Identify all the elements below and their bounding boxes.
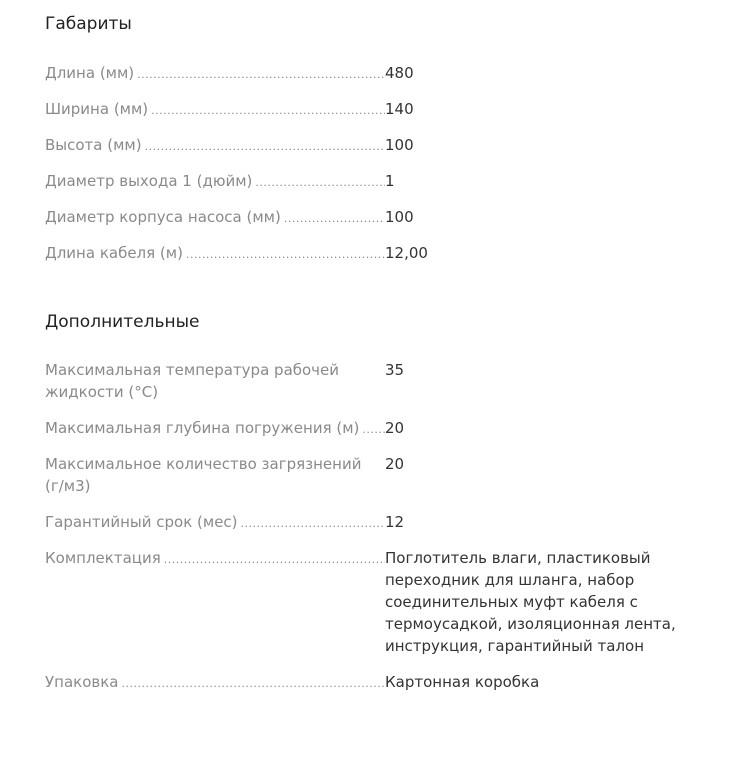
spec-label: Длина (мм) ..... (45, 62, 385, 86)
spec-label: Комплектация ..... (45, 547, 385, 571)
spec-value: 20 (385, 419, 405, 437)
spec-label: Ширина (мм) ..... (45, 98, 385, 122)
spec-value: 140 (385, 100, 414, 118)
spec-label: Диаметр выхода 1 (дюйм) ..... (45, 170, 385, 194)
additional-section (45, 311, 705, 333)
spec-value: 100 (385, 208, 414, 226)
spec-label: Высота (мм) ..... (45, 134, 385, 158)
spec-value: 480 (385, 64, 414, 82)
spec-label: Гарантийный срок (мес) ..... (45, 511, 385, 535)
spec-label: Максимальная глубина погружения (м) ..... (45, 417, 385, 441)
spec-label: Диаметр корпуса насоса (мм) ..... (45, 206, 385, 230)
spec-value: 1 (385, 172, 395, 190)
spec-value: Картонная коробка (385, 673, 540, 691)
spec-value: 100 (385, 136, 414, 154)
spec-value: 35 (385, 361, 405, 379)
section-title-dimensions: Габариты (45, 14, 132, 34)
section-title-additional: Дополнительные (45, 312, 200, 332)
spec-label: Упаковка ..... (45, 671, 385, 695)
dimensions-section (45, 13, 705, 35)
spec-label: Максимальное количество загрязнений (г/м3) (45, 455, 362, 495)
spec-value: 12 (385, 513, 405, 531)
spec-value: Поглотитель влаги, пластиковый переходник для шланга, набор соединительных муфт кабеля с термоусадкой, изоляционная лента, инструкция, гарантийный талон (385, 549, 676, 655)
spec-label: Длина кабеля (м) ..... (45, 242, 385, 266)
spec-label: Максимальная температура рабочей жидкости (°C) (45, 361, 340, 401)
spec-value: 20 (385, 455, 405, 473)
spec-value: 12,00 (385, 244, 428, 262)
